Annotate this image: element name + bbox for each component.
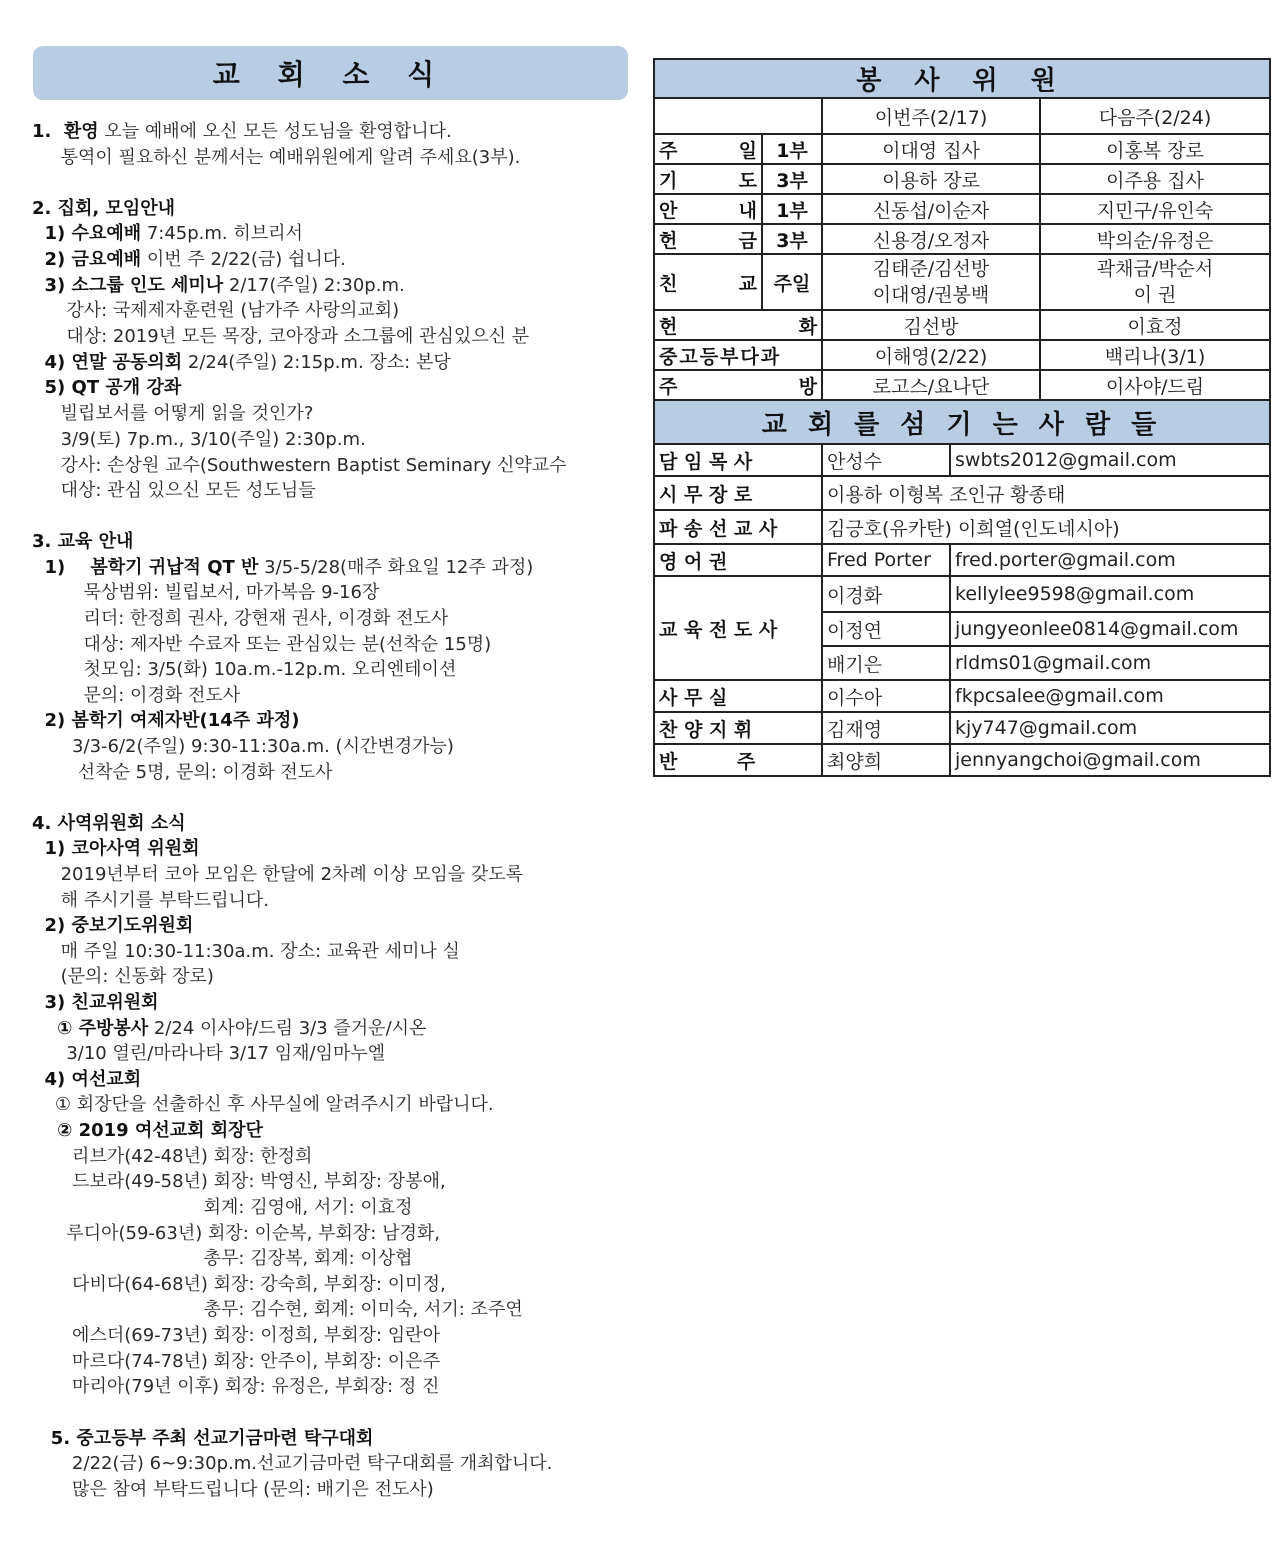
office-label: 사 무 실 <box>654 680 822 712</box>
church-news-section <box>30 46 650 100</box>
fellowship-label: 친 교 <box>654 254 762 310</box>
news-line <box>32 120 452 144</box>
news-line <box>32 1427 373 1451</box>
english-ministry-label: 영 어 권 <box>654 544 822 576</box>
news-line <box>32 1452 552 1476</box>
news-line <box>32 863 523 887</box>
news-line <box>32 1350 440 1374</box>
choir-director-name: 김재영 <box>822 712 950 744</box>
office-email[interactable]: fkpcsalee@gmail.com <box>950 680 1270 712</box>
news-line-text: 회계: 김영애, 서기: 이효정 <box>32 1197 413 1218</box>
news-line <box>32 607 448 631</box>
this-week-header: 이번주(2/17) <box>822 98 1040 134</box>
news-line <box>32 658 456 682</box>
education-pastor-email[interactable]: jungyeonlee0814@gmail.com <box>950 612 1270 646</box>
flowers-this: 김선방 <box>822 310 1040 340</box>
news-line-text: 7:45p.m. 히브리서 <box>141 223 303 244</box>
news-line <box>32 735 454 759</box>
news-line-text: 이번 주 2/22(금) 쉽니다. <box>141 249 346 270</box>
news-line <box>32 581 379 605</box>
news-line-text: 대상: 관심 있으신 모든 성도님들 <box>32 480 316 501</box>
news-line-text: 3/5-5/28(매주 화요일 12주 과정) <box>258 557 534 578</box>
usher-this-3: 신용경/오정자 <box>822 224 1040 254</box>
news-line <box>32 222 303 246</box>
prayer-next-1: 이홍복 장로 <box>1040 134 1270 164</box>
news-line-text: 매 주일 10:30-11:30a.m. 장소: 교육관 세미나 실 <box>32 941 460 962</box>
news-line <box>32 940 460 964</box>
news-line-text: 마르다(74-78년) 회장: 안주이, 부회장: 이은주 <box>32 1351 440 1372</box>
news-line-text: 에스더(69-73년) 회장: 이정희, 부회장: 임란아 <box>32 1325 440 1346</box>
news-line <box>32 1298 523 1322</box>
news-line-text: 3/3-6/2(주일) 9:30-11:30a.m. (시간변경가능) <box>32 736 454 757</box>
news-line <box>32 197 175 221</box>
news-line-text: 문의: 이경화 전도사 <box>32 685 241 706</box>
news-line <box>32 914 193 938</box>
usher-this-1: 신동섭/이순자 <box>822 194 1040 224</box>
news-line-text: 2/17(주일) 2:30p.m. <box>223 275 405 296</box>
fellowship-next: 곽채금/박순서 이 권 <box>1040 254 1270 310</box>
youth-snack-label: 중고등부다과 <box>654 340 822 370</box>
senior-pastor-email[interactable]: swbts2012@gmail.com <box>950 444 1270 476</box>
office-name: 이수아 <box>822 680 950 712</box>
education-pastor-name: 배기은 <box>822 646 950 680</box>
prayer-this-3: 이용하 장로 <box>822 164 1040 194</box>
service-committee-title: 봉 사 위 원 <box>654 59 1270 98</box>
news-line <box>32 325 529 349</box>
news-line <box>32 709 299 733</box>
senior-pastor-label: 담 임 목 사 <box>654 444 822 476</box>
news-line-heading: 2) 봄학기 여제자반(14주 과정) <box>32 710 300 731</box>
news-line-text: 총무: 김장복, 회계: 이상협 <box>32 1248 413 1269</box>
news-line <box>32 684 240 708</box>
news-line-text: 2/22(금) 6~9:30p.m.선교기금마련 탁구대회를 개최합니다. <box>32 1453 553 1474</box>
usher-next-1: 지민구/유인숙 <box>1040 194 1270 224</box>
news-line <box>32 965 214 989</box>
news-line <box>32 1478 434 1502</box>
news-line <box>32 1273 446 1297</box>
news-line <box>32 454 567 478</box>
news-line <box>32 1324 440 1348</box>
news-line-heading: 1) 코아사역 위원회 <box>32 838 200 859</box>
accompanist-name: 최양희 <box>822 744 950 776</box>
news-line-heading: 1) 봄학기 귀납적 QT 반 <box>32 557 259 578</box>
news-line <box>32 1222 440 1246</box>
news-line-text: 해 주시기를 부탁드립니다. <box>32 890 270 911</box>
news-line-text: 2019년부터 코아 모임은 한달에 2차례 이상 모임을 갖도록 <box>32 864 524 885</box>
education-pastor-label: 교 육 전 도 사 <box>654 576 822 680</box>
church-staff-title: 교 회 를 섬 기 는 사 람 들 <box>654 400 1270 444</box>
youth-snack-this: 이해영(2/22) <box>822 340 1040 370</box>
prayer-next-3: 이주용 집사 <box>1040 164 1270 194</box>
usher-3-label: 3부 <box>762 224 822 254</box>
usher-next-3: 박의순/유정은 <box>1040 224 1270 254</box>
news-line-text: (문의: 신동화 장로) <box>32 966 214 987</box>
news-line-heading: 3) 소그룹 인도 세미나 <box>32 275 224 296</box>
news-line-text: ① 회장단을 선출하신 후 사무실에 알려주시기 바랍니다. <box>32 1094 494 1115</box>
news-line-text: 통역이 필요하신 분께서는 예배위원에게 알려 주세요(3부). <box>32 147 521 168</box>
news-line-text: 빌립보서를 어떻게 읽을 것인가? <box>32 403 314 424</box>
news-line <box>32 1196 413 1220</box>
news-line-text: 첫모임: 3/5(화) 10a.m.-12p.m. 오리엔테이션 <box>32 659 457 680</box>
news-line-heading: ① 주방봉사 <box>32 1018 149 1039</box>
next-week-header: 다음주(2/24) <box>1040 98 1270 134</box>
news-line-text: 2/24 이사야/드림 3/3 즐거운/시온 <box>148 1018 427 1039</box>
news-line <box>32 274 405 298</box>
education-pastor-email[interactable]: kellylee9598@gmail.com <box>950 576 1270 612</box>
news-line-text: 3/9(토) 7p.m., 3/10(주일) 2:30p.m. <box>32 429 366 450</box>
prayer-this-1: 이대영 집사 <box>822 134 1040 164</box>
news-line <box>32 1093 494 1117</box>
education-pastor-name: 이정연 <box>822 612 950 646</box>
news-line-text: 묵상범위: 빌립보서, 마가복음 9-16장 <box>32 582 380 603</box>
news-line-text: 리더: 한정희 권사, 강현재 권사, 이경화 전도사 <box>32 608 449 629</box>
news-line <box>32 479 316 503</box>
news-line-heading: 3) 친교위원회 <box>32 992 159 1013</box>
fellowship-sub: 주일 <box>762 254 822 310</box>
news-line <box>32 991 159 1015</box>
service-3-label: 3부 <box>762 164 822 194</box>
church-news-title: 교 회 소 식 <box>33 46 628 100</box>
prayer-label-2: 기 도 <box>654 164 762 194</box>
english-ministry-email[interactable]: fred.porter@gmail.com <box>950 544 1270 576</box>
news-line <box>32 428 366 452</box>
education-pastor-email[interactable]: rldms01@gmail.com <box>950 646 1270 680</box>
news-line <box>32 837 200 861</box>
news-line-text: 리브가(42-48년) 회장: 한정희 <box>32 1146 313 1167</box>
news-line-text: 3/10 열린/마라나타 3/17 임재/임마누엘 <box>32 1043 386 1064</box>
news-line-heading: 4. 사역위원회 소식 <box>32 813 186 834</box>
news-line-text: 루디아(59-63년) 회장: 이순복, 부회장: 남경화, <box>32 1223 440 1244</box>
news-line-heading: 1. 환영 <box>32 121 99 142</box>
service-committee-table <box>653 58 1271 401</box>
elders-names: 이용하 이형복 조인규 황종태 <box>822 476 1270 510</box>
fellowship-this: 김태준/김선방 이대영/권봉백 <box>822 254 1040 310</box>
news-line <box>32 1068 141 1092</box>
news-line <box>32 1119 263 1143</box>
news-line <box>32 1247 413 1271</box>
news-line-text: 강사: 손상원 교수(Southwestern Baptist Seminary 신약교수 <box>32 455 567 476</box>
english-ministry-name: Fred Porter <box>822 544 950 576</box>
news-line <box>32 376 181 400</box>
kitchen-label: 주 방 <box>654 370 822 400</box>
news-line-text: 다비다(64-68년) 회장: 강숙희, 부회장: 이미정, <box>32 1274 446 1295</box>
news-line <box>32 1042 385 1066</box>
accompanist-label: 반 주 <box>654 744 822 776</box>
flowers-label: 헌 화 <box>654 310 822 340</box>
missionary-names: 김긍호(유카탄) 이희열(인도네시아) <box>822 510 1270 544</box>
news-line-text: 마리아(79년 이후) 회장: 유정은, 부회장: 정 진 <box>32 1376 440 1397</box>
news-line-heading: 5. 중고등부 주최 선교기금마련 탁구대회 <box>32 1428 374 1449</box>
news-line-text: 2/24(주일) 2:15p.m. 장소: 본당 <box>182 352 451 373</box>
news-line <box>32 248 346 272</box>
news-line <box>32 299 399 323</box>
choir-director-label: 찬 양 지 휘 <box>654 712 822 744</box>
news-line-heading: 1) 수요예배 <box>32 223 142 244</box>
service-1-label: 1부 <box>762 134 822 164</box>
blank-cell <box>654 98 822 134</box>
accompanist-email[interactable]: jennyangchoi@gmail.com <box>950 744 1270 776</box>
news-line-text: 총무: 김수현, 회계: 이미숙, 서기: 조주연 <box>32 1299 523 1320</box>
usher-1-label: 1부 <box>762 194 822 224</box>
youth-snack-next: 백리나(3/1) <box>1040 340 1270 370</box>
education-pastor-name: 이경화 <box>822 576 950 612</box>
news-line <box>32 1145 312 1169</box>
news-line <box>32 889 269 913</box>
news-line-text: 드보라(49-58년) 회장: 박영신, 부회장: 장봉애, <box>32 1171 446 1192</box>
news-line <box>32 146 520 170</box>
news-line-heading: 5) QT 공개 강좌 <box>32 377 182 398</box>
prayer-label-1: 주 일 <box>654 134 762 164</box>
news-line-text: 오늘 예배에 오신 모든 성도님을 환영합니다. <box>98 121 452 142</box>
news-line-text: 강사: 국제제자훈련원 (남가주 사랑의교회) <box>32 300 400 321</box>
kitchen-this: 로고스/요나단 <box>822 370 1040 400</box>
senior-pastor-name: 안성수 <box>822 444 950 476</box>
news-line-heading: 2) 금요예배 <box>32 249 142 270</box>
news-line <box>32 812 186 836</box>
church-staff-table <box>653 399 1271 777</box>
news-line <box>32 1017 426 1041</box>
right-column <box>653 58 1269 777</box>
news-line <box>32 633 491 657</box>
choir-director-email[interactable]: kjy747@gmail.com <box>950 712 1270 744</box>
news-line-text: 많은 참여 부탁드립니다 (문의: 배기은 전도사) <box>32 1479 434 1500</box>
news-line-heading: 4) 여선교회 <box>32 1069 142 1090</box>
kitchen-next: 이사야/드림 <box>1040 370 1270 400</box>
news-line-text: 대상: 제자반 수료자 또는 관심있는 분(선착순 15명) <box>32 634 492 655</box>
news-line <box>32 1375 439 1399</box>
news-line-heading: ② 2019 여선교회 회장단 <box>32 1120 263 1141</box>
news-line-text: 선착순 5명, 문의: 이경화 전도사 <box>32 762 333 783</box>
news-line-heading: 2. 집회, 모임안내 <box>32 198 176 219</box>
usher-label: 안 내 <box>654 194 762 224</box>
news-line-heading: 4) 연말 공동의회 <box>32 352 183 373</box>
news-line <box>32 351 451 375</box>
flowers-next: 이효정 <box>1040 310 1270 340</box>
news-line <box>32 761 333 785</box>
news-line-text: 대상: 2019년 모든 목장, 코아장과 소그룹에 관심있으신 분 <box>32 326 530 347</box>
news-line-heading: 2) 중보기도위원회 <box>32 915 194 936</box>
news-line-heading: 3. 교육 안내 <box>32 531 134 552</box>
elders-label: 시 무 장 로 <box>654 476 822 510</box>
news-line <box>32 1170 446 1194</box>
news-line <box>32 556 533 580</box>
missionary-label: 파 송 선 교 사 <box>654 510 822 544</box>
news-line <box>32 530 133 554</box>
news-line <box>32 402 313 426</box>
offering-label: 헌 금 <box>654 224 762 254</box>
